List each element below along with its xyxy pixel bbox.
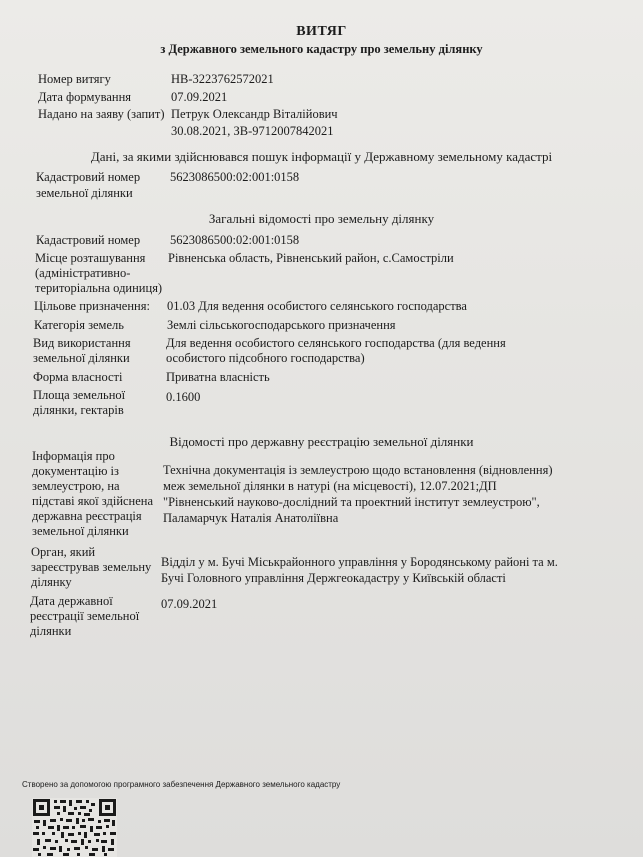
request-label: Надано на заяву (запит)	[38, 107, 165, 121]
usage-label-1: Вид використання	[33, 336, 131, 350]
location-label-3: територіальна одиниця)	[35, 281, 163, 295]
organ-value-2: Бучі Головного управління Держгеокадастру у Київській області	[161, 571, 506, 585]
doc-label-3: землеустрою, на	[32, 479, 120, 493]
purpose-value: 01.03 Для ведення особистого селянського господарства	[167, 299, 467, 313]
reg-date-label-3: ділянки	[30, 624, 72, 638]
category-value: Землі сільськогосподарського призначення	[167, 318, 396, 332]
organ-label-2: зареєстрував земельну	[31, 560, 152, 574]
document-subtitle: з Державного земельного кадастру про земельну ділянку	[160, 42, 483, 56]
extract-number-label: Номер витягу	[38, 72, 111, 86]
organ-label-3: ділянку	[31, 575, 72, 589]
usage-label-2: земельної ділянки	[33, 351, 130, 365]
category-label: Категорія земель	[34, 318, 124, 332]
ownership-value: Приватна власність	[166, 370, 270, 384]
organ-label-1: Орган, який	[31, 545, 96, 559]
reg-date-label-2: реєстрації земельної	[30, 609, 140, 623]
organ-value-1: Відділ у м. Бучі Міськрайонного управління у Бородянському районі та м.	[161, 555, 558, 569]
general-heading: Загальні відомості про земельну ділянку	[208, 211, 435, 226]
extract-date-label: Дата формування	[38, 90, 132, 104]
registration-heading: Відомості про державну реєстрацію земельної ділянки	[169, 434, 474, 449]
extract-date-value: 07.09.2021	[171, 90, 228, 104]
search-heading: Дані, за якими здійснювався пошук інформації у Державному земельному кадастрі	[90, 149, 553, 164]
doc-label-5: державна реєстрація	[32, 509, 142, 523]
usage-value-1: Для ведення особистого селянського господарства (для ведення	[166, 336, 506, 350]
search-cadastral-value: 5623086500:02:001:0158	[170, 170, 300, 184]
reg-date-label-1: Дата державної	[30, 594, 113, 608]
request-name: Петрук Олександр Віталійович	[171, 107, 338, 121]
doc-value-4: Паламарчук Наталія Анатоліївна	[163, 511, 339, 525]
search-cadastral-label-2: земельної ділянки	[36, 186, 133, 200]
usage-value-2: особистого підсобного господарства)	[166, 351, 365, 365]
area-label-2: ділянки, гектарів	[33, 403, 124, 417]
document-title: ВИТЯГ	[296, 24, 347, 39]
doc-value-2: меж земельної ділянки в натурі (на місцевості), 12.07.2021;ДП	[163, 479, 497, 493]
purpose-label: Цільове призначення:	[34, 299, 150, 313]
area-value: 0.1600	[166, 390, 201, 404]
location-value: Рівненська область, Рівненський район, с.Самостріли	[168, 251, 454, 265]
doc-label-2: документацію із	[32, 464, 119, 478]
qr-code	[32, 798, 117, 857]
footer-text: Створено за допомогою програмного забезпечення Державного земельного кадастру	[22, 780, 341, 789]
location-label-1: Місце розташування	[35, 251, 146, 265]
ownership-label: Форма власності	[33, 370, 123, 384]
doc-value-1: Технічна документація із землеустрою щодо встановлення (відновлення)	[163, 463, 553, 477]
reg-date-value: 07.09.2021	[161, 597, 218, 611]
doc-value-3: "Рівненський науково-дослідний та проектний інститут землеустрою",	[163, 495, 540, 509]
extract-number-value: НВ-3223762572021	[171, 72, 274, 86]
general-cadastral-label: Кадастровий номер	[36, 233, 141, 247]
location-label-2: (адміністративно-	[35, 266, 131, 280]
general-cadastral-value: 5623086500:02:001:0158	[170, 233, 300, 247]
doc-label-4: підставі якої здійснена	[32, 494, 154, 508]
area-label-1: Площа земельної	[33, 388, 126, 402]
doc-label-6: земельної ділянки	[32, 524, 129, 538]
doc-label-1: Інформація про	[32, 449, 115, 463]
search-cadastral-label-1: Кадастровий номер	[36, 170, 141, 184]
request-ref: 30.08.2021, ЗВ-9712007842021	[171, 124, 334, 138]
